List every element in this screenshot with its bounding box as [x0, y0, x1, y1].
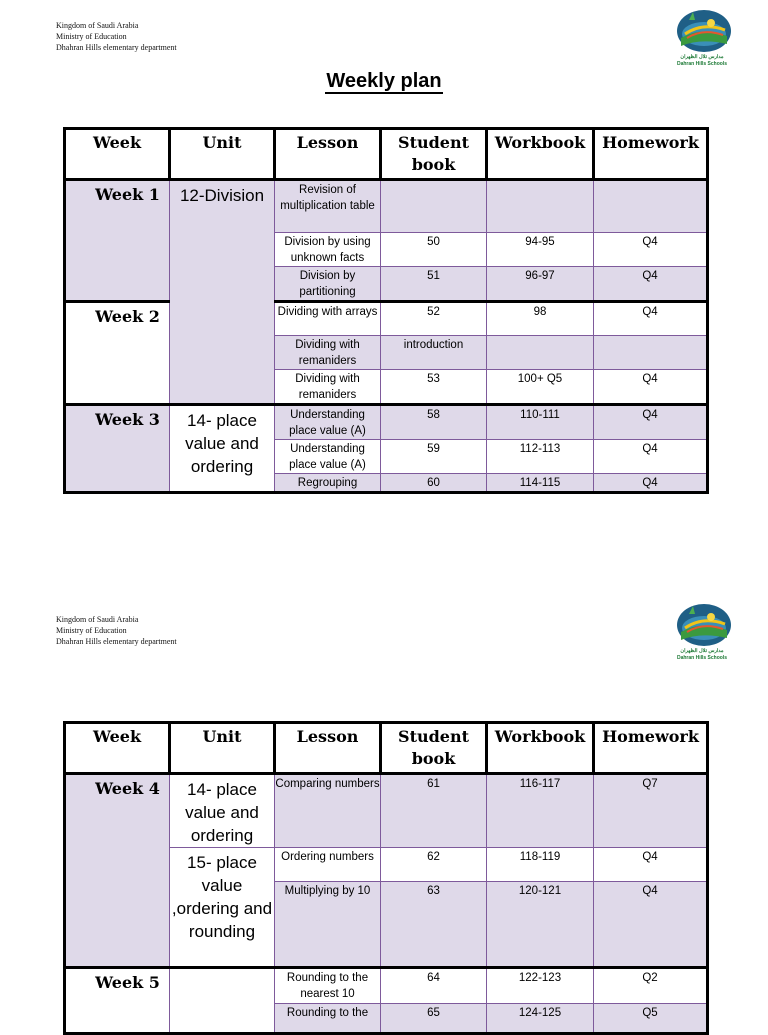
lesson-cell: Revision of multiplication table: [275, 180, 381, 233]
lesson-cell: Dividing with remaniders: [275, 336, 381, 370]
homework-cell: Q4: [594, 370, 708, 405]
homework-cell: Q4: [594, 848, 708, 882]
student-book-cell: introduction: [381, 336, 487, 370]
col-header-week: Week: [65, 723, 170, 774]
table-row: [65, 968, 708, 1004]
workbook-cell: 94-95: [487, 233, 594, 267]
homework-cell: [594, 336, 708, 370]
weekly-plan-table-1: [63, 127, 709, 494]
unit-cell: 14- place value and ordering: [170, 405, 275, 493]
col-header-homework: Homework: [594, 723, 708, 774]
school-logo: [671, 602, 733, 664]
student-book-cell: 52: [381, 302, 487, 336]
col-header-unit: Unit: [170, 129, 275, 180]
unit-cell: 14- place value and ordering: [170, 774, 275, 848]
student-book-cell: 60: [381, 474, 487, 493]
week-cell: Week 4: [65, 774, 170, 968]
workbook-cell: 120-121: [487, 882, 594, 968]
page-title: [0, 70, 768, 93]
header-line: Ministry of Education: [56, 626, 127, 635]
student-book-cell: 65: [381, 1004, 487, 1034]
col-header-lesson: Lesson: [275, 129, 381, 180]
student-book-cell: 51: [381, 267, 487, 302]
col-header-workbook: Workbook: [487, 723, 594, 774]
weekly-plan-table-2: [63, 721, 709, 1035]
homework-cell: Q4: [594, 474, 708, 493]
table-header-row: [65, 723, 708, 774]
week-cell: Week 2: [65, 302, 170, 405]
col-header-lesson: Lesson: [275, 723, 381, 774]
homework-cell: [594, 180, 708, 233]
lesson-cell: Dividing with remaniders: [275, 370, 381, 405]
school-logo-icon: [671, 8, 733, 54]
header-line: Kingdom of Saudi Arabia: [56, 21, 139, 30]
page-title-text: Weekly plan: [326, 70, 442, 92]
student-book-cell: 59: [381, 440, 487, 474]
homework-cell: Q2: [594, 968, 708, 1004]
workbook-cell: 124-125: [487, 1004, 594, 1034]
student-book-cell: [381, 180, 487, 233]
workbook-cell: 116-117: [487, 774, 594, 848]
unit-cell: 12-Division: [170, 180, 275, 405]
table-header-row: [65, 129, 708, 180]
workbook-cell: 118-119: [487, 848, 594, 882]
logo-text-en: Dahran Hills Schools: [676, 61, 727, 67]
lesson-cell: Division by using unknown facts: [275, 233, 381, 267]
logo-text-ar: مدارس تلال الظهران: [680, 54, 724, 60]
homework-cell: Q4: [594, 440, 708, 474]
workbook-cell: 110-111: [487, 405, 594, 440]
col-header-workbook: Workbook: [487, 129, 594, 180]
homework-cell: Q4: [594, 405, 708, 440]
school-logo: [671, 8, 733, 70]
student-book-cell: 61: [381, 774, 487, 848]
lesson-cell: Ordering numbers: [275, 848, 381, 882]
header-line: Dhahran Hills elementary department: [56, 43, 177, 52]
lesson-cell: Understanding place value (A): [275, 405, 381, 440]
lesson-cell: Rounding to the: [275, 1004, 381, 1034]
table-row: [65, 180, 708, 233]
logo-text-ar: مدارس تلال الظهران: [680, 648, 724, 654]
homework-cell: Q4: [594, 233, 708, 267]
school-logo-icon: [671, 602, 733, 648]
workbook-cell: 112-113: [487, 440, 594, 474]
student-book-cell: 50: [381, 233, 487, 267]
col-header-week: Week: [65, 129, 170, 180]
lesson-cell: Comparing numbers: [275, 774, 381, 848]
student-book-cell: 62: [381, 848, 487, 882]
table-row: [65, 774, 708, 848]
student-book-cell: 64: [381, 968, 487, 1004]
school-header-2: [56, 614, 177, 647]
workbook-cell: 122-123: [487, 968, 594, 1004]
week-cell: Week 3: [65, 405, 170, 493]
table-row: [65, 302, 708, 336]
homework-cell: Q5: [594, 1004, 708, 1034]
workbook-cell: [487, 180, 594, 233]
unit-cell: 15- place value ,ordering and rounding: [170, 848, 275, 968]
lesson-cell: Regrouping: [275, 474, 381, 493]
col-header-unit: Unit: [170, 723, 275, 774]
table-row: [65, 405, 708, 440]
student-book-cell: 53: [381, 370, 487, 405]
col-header-student-book: Student book: [381, 723, 487, 774]
header-line: Ministry of Education: [56, 32, 127, 41]
col-header-homework: Homework: [594, 129, 708, 180]
lesson-cell: Dividing with arrays: [275, 302, 381, 336]
homework-cell: Q4: [594, 302, 708, 336]
header-line: Dhahran Hills elementary department: [56, 637, 177, 646]
lesson-cell: Rounding to the nearest 10: [275, 968, 381, 1004]
workbook-cell: 100+ Q5: [487, 370, 594, 405]
col-header-student-book: Student book: [381, 129, 487, 180]
lesson-cell: Division by partitioning: [275, 267, 381, 302]
homework-cell: Q4: [594, 267, 708, 302]
homework-cell: Q4: [594, 882, 708, 968]
header-line: Kingdom of Saudi Arabia: [56, 615, 139, 624]
student-book-cell: 58: [381, 405, 487, 440]
week-cell: Week 5: [65, 968, 170, 1034]
lesson-cell: Understanding place value (A): [275, 440, 381, 474]
homework-cell: Q7: [594, 774, 708, 848]
logo-text-en: Dahran Hills Schools: [676, 655, 727, 661]
student-book-cell: 63: [381, 882, 487, 968]
week-cell: Week 1: [65, 180, 170, 302]
workbook-cell: 96-97: [487, 267, 594, 302]
workbook-cell: [487, 336, 594, 370]
school-header-1: [56, 20, 177, 53]
lesson-cell: Multiplying by 10: [275, 882, 381, 968]
workbook-cell: 98: [487, 302, 594, 336]
workbook-cell: 114-115: [487, 474, 594, 493]
